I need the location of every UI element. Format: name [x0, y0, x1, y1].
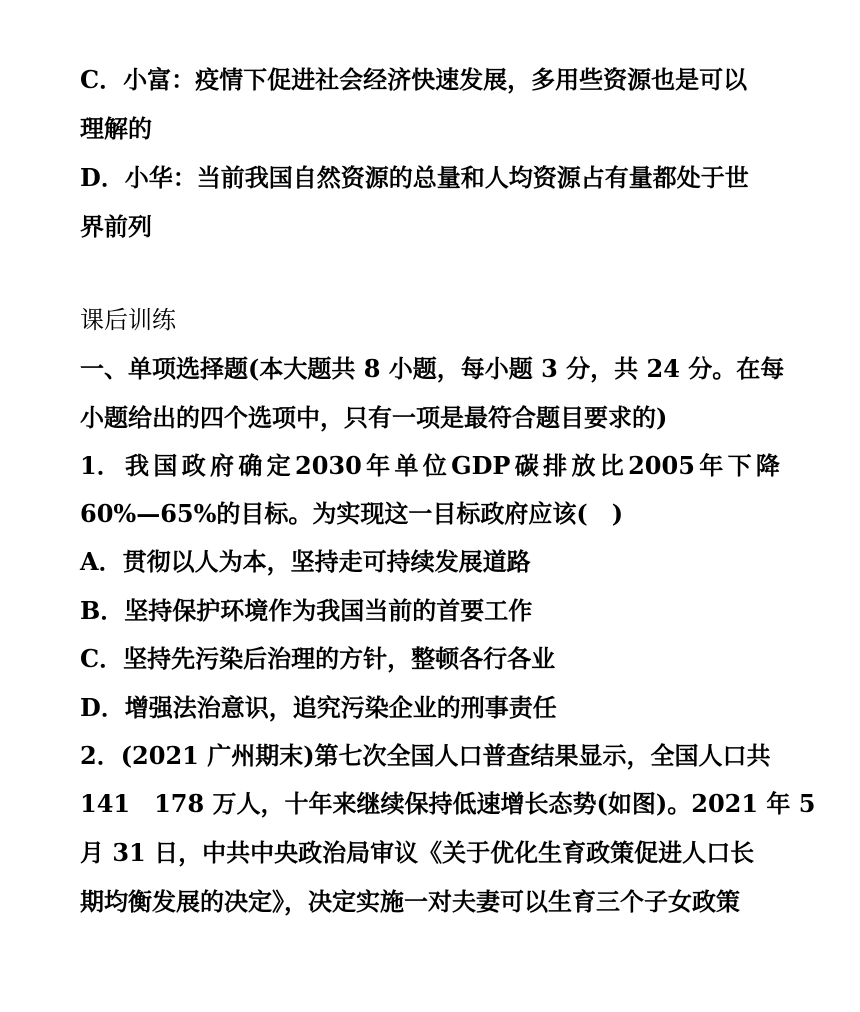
part-heading-line1: 一、单项选择题(本大题共 8 小题，每小题 3 分，共 24 分。在每 [80, 354, 785, 383]
q1-word: 2005 [628, 451, 695, 480]
prev-option-c-line1: C．小富：疫情下促进社会经济快速发展，多用些资源也是可以 [80, 65, 748, 94]
q1-option-a: A．贯彻以人为本，坚持走可持续发展道路 [80, 547, 531, 576]
q1-word: 1． [80, 451, 121, 480]
q1-option-c: C．坚持先污染后治理的方针，整顿各行各业 [80, 644, 556, 673]
q1-word: 比 [599, 451, 624, 480]
q2-line3: 月 31 日，中共中央政治局审议《关于优化生育政策促进人口长 [80, 838, 755, 867]
q1-word: 排 [543, 451, 568, 480]
q2-line1: 2．(2021 广州期末)第七次全国人口普查结果显示，全国人口共 [80, 741, 771, 770]
q1-word: 放 [571, 451, 596, 480]
q1-word: 年 [366, 451, 391, 480]
q1-word: 国 [153, 451, 178, 480]
q1-word: 下 [727, 451, 752, 480]
q1-word: 我 [125, 451, 150, 480]
q1-word: 府 [210, 451, 235, 480]
q1-stem-line1 [80, 450, 780, 482]
prev-option-c-line2: 理解的 [80, 114, 152, 143]
q1-word: 定 [266, 451, 291, 480]
q1-stem-line2: 60%—65%的目标。为实现这一目标政府应该( ) [80, 499, 624, 528]
q1-word: 位 [422, 451, 447, 480]
q1-word: 确 [238, 451, 263, 480]
q1-option-b: B．坚持保护环境作为我国当前的首要工作 [80, 596, 533, 625]
part-heading-line2: 小题给出的四个选项中，只有一项是最符合题目要求的) [80, 403, 668, 432]
q1-word: 单 [394, 451, 419, 480]
prev-option-d-line1: D．小华：当前我国自然资源的总量和人均资源占有量都处于世 [80, 163, 749, 192]
section-title: 课后训练 [80, 306, 176, 334]
q1-word: 碳 [514, 451, 539, 480]
q2-line4: 期均衡发展的决定》，决定实施一对夫妻可以生育三个子女政策 [80, 887, 740, 916]
q1-word: GDP [451, 451, 511, 480]
prev-option-d-line2: 界前列 [80, 212, 152, 241]
q1-word: 降 [755, 451, 780, 480]
q2-line2: 141 178 万人，十年来继续保持低速增长态势(如图)。2021 年 5 [80, 789, 816, 818]
q1-option-d: D．增强法治意识，追究污染企业的刑事责任 [80, 693, 557, 722]
q1-word: 年 [699, 451, 724, 480]
q1-word: 2030 [295, 451, 362, 480]
q1-word: 政 [181, 451, 206, 480]
